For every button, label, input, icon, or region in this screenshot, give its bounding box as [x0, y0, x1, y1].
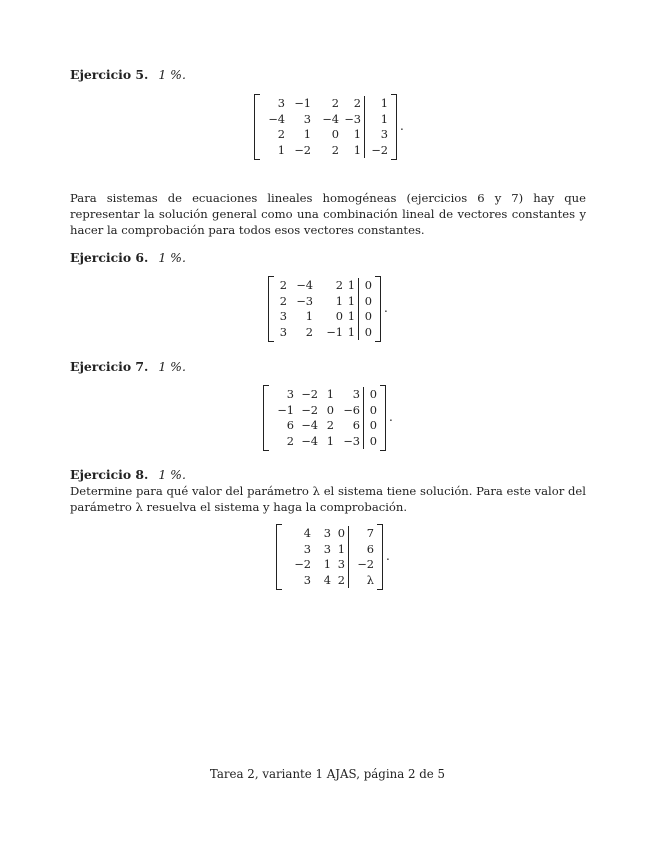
matrix-entry: 2	[286, 433, 294, 448]
matrix-column	[331, 526, 345, 588]
exercise-5-title: Ejercicio 5.	[70, 67, 149, 82]
exercise-5-matrix	[254, 94, 404, 160]
matrix-column	[311, 526, 331, 588]
matrix-entry: 0	[326, 402, 334, 417]
matrix-entry: 1	[353, 142, 361, 157]
matrix-column	[334, 387, 360, 449]
exercise-7-heading	[70, 359, 186, 374]
matrix-entry: 3	[303, 572, 311, 587]
matrix-column	[277, 278, 287, 340]
matrix-entry: 2	[277, 127, 285, 141]
augmented-column	[363, 387, 377, 449]
matrix-entry: 1	[305, 309, 313, 323]
matrix-entry: −3	[344, 111, 361, 126]
matrix-entry: 3	[323, 541, 331, 556]
matrix-entry: 0	[364, 293, 372, 308]
sentence-period: .	[386, 549, 390, 564]
matrix-entry: 1	[380, 96, 388, 110]
matrix-entry: 3	[323, 526, 331, 540]
matrix-entry: 0	[335, 309, 343, 323]
matrix-entry: −1	[277, 402, 294, 417]
matrix-body	[269, 385, 380, 451]
matrix-entry: 3	[277, 96, 285, 110]
exercise-8-matrix	[276, 524, 390, 590]
matrix-entry: 0	[364, 324, 372, 339]
matrix-entry: −2	[294, 557, 311, 571]
matrix-entry: −1	[326, 324, 343, 339]
exercise-6-heading	[70, 250, 186, 265]
matrix-entry: 2	[337, 572, 345, 587]
matrix-entry: 2	[279, 293, 287, 308]
matrix-column	[294, 387, 318, 449]
matrix-entry: 3	[380, 127, 388, 141]
matrix-column	[272, 387, 294, 449]
matrix-entry: −2	[357, 557, 374, 571]
matrix-entry: −1	[294, 96, 311, 110]
matrix-entry: 2	[326, 418, 334, 432]
matrix-entry: 4	[303, 526, 311, 540]
matrix-entry: 4	[323, 572, 331, 587]
matrix-entry: 1	[326, 387, 334, 401]
matrix-entry: 6	[352, 418, 360, 432]
exercise-8-percent: 1 %.	[158, 467, 186, 482]
matrix-entry: 3	[352, 387, 360, 401]
matrix-entry: 2	[353, 96, 361, 110]
exercise-8-instructions: Determine para qué valor del parámetro λ el sistema tiene solución. Para este valor del parámetro λ resuelva el sistema y haga la comprobación.	[70, 484, 586, 514]
exercise-6-title: Ejercicio 6.	[70, 250, 149, 265]
exercise-7-title: Ejercicio 7.	[70, 359, 149, 374]
matrix-entry: 3	[337, 557, 345, 571]
matrix-entry: 0	[364, 309, 372, 323]
matrix-entry: 6	[366, 541, 374, 556]
matrix-entry: 0	[369, 433, 377, 448]
matrix-entry: 1	[353, 127, 361, 141]
matrix-column	[313, 278, 343, 340]
matrix-entry: λ	[366, 572, 374, 587]
matrix-column	[318, 387, 334, 449]
matrix-entry: −2	[301, 387, 318, 401]
matrix-entry: 3	[279, 309, 287, 323]
matrix-entry: 2	[335, 278, 343, 292]
matrix-entry: −4	[301, 433, 318, 448]
matrix-column	[287, 278, 313, 340]
matrix-entry: 2	[331, 142, 339, 157]
matrix-entry: 7	[366, 526, 374, 540]
matrix-entry: 0	[369, 402, 377, 417]
matrix-entry: 1	[347, 324, 355, 339]
matrix-entry: −3	[343, 433, 360, 448]
matrix-entry: 2	[305, 324, 313, 339]
matrix-entry: 2	[331, 96, 339, 110]
matrix-body	[282, 524, 377, 590]
sentence-period: .	[400, 119, 404, 134]
matrix-entry: −4	[296, 278, 313, 292]
augmented-column	[364, 96, 388, 158]
matrix-entry: −2	[371, 142, 388, 157]
matrix-entry: 1	[323, 557, 331, 571]
matrix-entry: 6	[286, 418, 294, 432]
matrix-column	[285, 96, 311, 158]
matrix-column	[339, 96, 361, 158]
exercise-8-heading	[70, 467, 186, 482]
matrix-entry: −4	[301, 418, 318, 432]
matrix-column	[343, 278, 355, 340]
exercise-7-percent: 1 %.	[158, 359, 186, 374]
homogeneous-systems-instructions: Para sistemas de ecuaciones lineales homogéneas (ejercicios 6 y 7) hay que representar la solución general como una combinación lineal de vectores constantes y hacer la comprobación para todos esos vectores constantes.	[70, 191, 586, 237]
matrix-entry: 0	[364, 278, 372, 292]
matrix-entry: 0	[369, 418, 377, 432]
matrix-entry: 1	[277, 142, 285, 157]
matrix-entry: 2	[279, 278, 287, 292]
matrix-entry: 0	[331, 127, 339, 141]
exercise-6-matrix	[268, 276, 388, 342]
matrix-entry: 1	[337, 541, 345, 556]
exercise-8-title: Ejercicio 8.	[70, 467, 149, 482]
matrix-column	[285, 526, 311, 588]
matrix-entry: 0	[369, 387, 377, 401]
augmented-column	[348, 526, 374, 588]
exercise-5-heading	[70, 67, 186, 82]
matrix-entry: −4	[322, 111, 339, 126]
matrix-entry: −2	[294, 142, 311, 157]
matrix-entry: 3	[286, 387, 294, 401]
sentence-period: .	[384, 301, 388, 316]
matrix-entry: 1	[347, 309, 355, 323]
matrix-body	[260, 94, 391, 160]
matrix-entry: 1	[335, 293, 343, 308]
matrix-entry: 3	[303, 541, 311, 556]
matrix-entry: −3	[296, 293, 313, 308]
matrix-column	[263, 96, 285, 158]
matrix-entry: 0	[337, 526, 345, 540]
matrix-entry: 3	[303, 111, 311, 126]
exercise-7-matrix	[263, 385, 393, 451]
sentence-period: .	[389, 410, 393, 425]
matrix-column	[311, 96, 339, 158]
matrix-entry: 1	[326, 433, 334, 448]
augmented-column	[358, 278, 372, 340]
exercise-5-percent: 1 %.	[158, 67, 186, 82]
page-footer: Tarea 2, variante 1 AJAS, página 2 de 5	[209, 767, 446, 781]
matrix-entry: −2	[301, 402, 318, 417]
matrix-entry: −6	[343, 402, 360, 417]
matrix-entry: 3	[279, 324, 287, 339]
matrix-entry: −4	[268, 111, 285, 126]
matrix-entry: 1	[380, 111, 388, 126]
matrix-entry: 1	[347, 278, 355, 292]
matrix-entry: 1	[303, 127, 311, 141]
matrix-body	[274, 276, 375, 342]
matrix-entry: 1	[347, 293, 355, 308]
exercise-6-percent: 1 %.	[158, 250, 186, 265]
